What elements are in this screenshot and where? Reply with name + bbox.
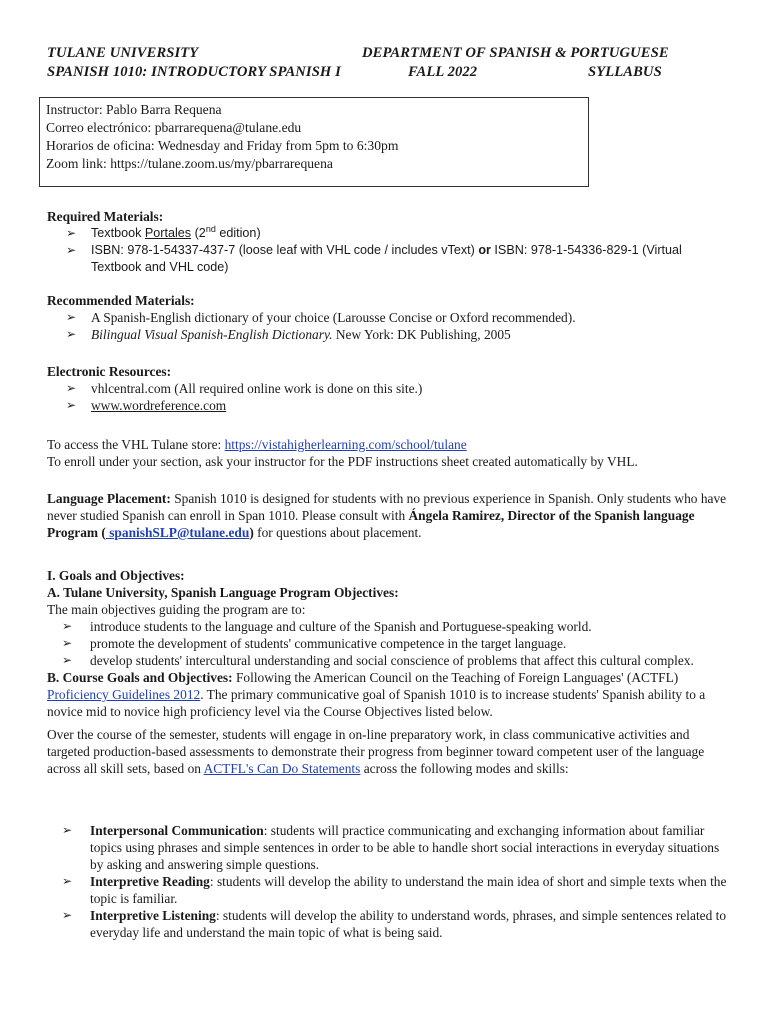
wordreference-link[interactable]: www.wordreference.com — [91, 398, 227, 413]
can-do-statements-link[interactable]: ACTFL's Can Do Statements — [203, 761, 361, 776]
list-item: ➢ vhlcentral.com (All required online work is done on this site.) — [66, 381, 423, 396]
arrow-bullet-icon: ➢ — [62, 636, 73, 650]
language-placement-section: Language Placement: Spanish 1010 is designed for students with no previous experience in Spanish. Only students who have never studied Spanish can enroll in Span 1010. Please consult with Ángela Ramirez, Director of the Spanish language Program ( spanishSLP@tulane.edu) for questions about placement. — [47, 491, 727, 540]
arrow-bullet-icon: ➢ — [66, 226, 77, 240]
required-materials-section — [47, 208, 728, 276]
office-hours: Horarios de oficina: Wednesday and Friday from 5pm to 6:30pm — [46, 138, 399, 153]
arrow-bullet-icon: ➢ — [66, 381, 77, 395]
arrow-bullet-icon: ➢ — [66, 310, 77, 324]
program-objectives-heading: A. Tulane University, Spanish Language Program Objectives: — [47, 585, 399, 600]
list-item — [47, 397, 728, 414]
required-materials-heading: Required Materials: — [47, 209, 164, 224]
goals-section: I. Goals and Objectives: A. Tulane University, Spanish Language Program Objectives: The main objectives guiding the program are to: ➢ introduce students to the language and culture of the Spanish and Portuguese-speaking world. ➢ promote the development of students' communicative competence in the target language. ➢ develop students' intercultural understanding and social conscience of problems that affect this cultural complex. B. Course Goals and Objectives: Following the American Council on the Teaching of Foreign Languages' (ACTFL) Proficiency Guidelines 2012. The primary communicative goal of Spanish 1010 is to increase students' Spanish ability to a novice mid to novice high proficiency level via the Course Objectives listed below. Over the course of the semester, students will engage in on-line preparatory work, in class communicative activities and targeted production-based assessments to demonstrate their progress from beginner toward competent user of the language across all skill sets, based on ACTFL's Can Do Statements across the following modes and skills: — [47, 567, 728, 777]
recommended-materials-section — [47, 292, 728, 343]
arrow-bullet-icon: ➢ — [66, 243, 77, 257]
university-name: TULANE UNIVERSITY — [47, 45, 199, 61]
list-item: ➢ Bilingual Visual Spanish-English Dictionary. New York: DK Publishing, 2005 — [66, 327, 511, 342]
arrow-bullet-icon: ➢ — [62, 653, 73, 667]
electronic-resources-heading: Electronic Resources: — [47, 364, 172, 379]
spanish-slp-email-link[interactable]: spanishSLP@tulane.edu — [105, 525, 250, 540]
arrow-bullet-icon: ➢ — [62, 823, 73, 837]
course-goals-label: B. Course Goals and Objectives: — [47, 670, 233, 685]
course-title: SPANISH 1010: INTRODUCTORY SPANISH I — [47, 64, 341, 80]
list-item: ➢ Interpretive Listening: students will develop the ability to understand words, phrases, and simple sentences related to everyday life and understand the main topic of what is being said. — [62, 908, 727, 940]
placement-label: Language Placement: — [47, 491, 171, 506]
instructor-info-box — [39, 97, 589, 187]
arrow-bullet-icon: ➢ — [66, 327, 77, 341]
document-type: SYLLABUS — [588, 64, 662, 80]
instructor-name: Instructor: Pablo Barra Requena — [46, 102, 222, 117]
term: FALL 2022 — [408, 64, 478, 80]
recommended-materials-heading: Recommended Materials: — [47, 293, 195, 308]
arrow-bullet-icon: ➢ — [62, 619, 73, 633]
list-item: ➢ A Spanish-English dictionary of your choice (Larousse Concise or Oxford recommended). — [66, 310, 576, 325]
instructor-email: Correo electrónico: pbarrarequena@tulane.edu — [46, 120, 302, 135]
vhl-section: To access the VHL Tulane store: https://vistahigherlearning.com/school/tulane To enroll under your section, ask your instructor for the PDF instructions sheet created automatically by VHL. — [47, 436, 728, 470]
department-name: DEPARTMENT OF SPANISH & PORTUGUESE — [362, 45, 669, 61]
arrow-bullet-icon: ➢ — [62, 874, 73, 888]
list-item: ➢ Textbook Portales (2nd edition) — [66, 223, 261, 240]
vhl-enroll-text: To enroll under your section, ask your instructor for the PDF instructions sheet created automatically by VHL. — [47, 454, 638, 469]
list-item: ➢ ISBN: 978-1-54337-437-7 (loose leaf with VHL code / includes vText) or ISBN: 978-1-54336-829-1 (Virtual Textbook and VHL code) — [66, 243, 682, 274]
skills-section — [47, 822, 728, 941]
goals-heading: I. Goals and Objectives: — [47, 568, 185, 583]
proficiency-guidelines-link[interactable]: Proficiency Guidelines 2012 — [47, 687, 201, 702]
vhl-store-link[interactable]: https://vistahigherlearning.com/school/tulane — [224, 437, 467, 452]
list-item: ➢ develop students' intercultural understanding and social conscience of problems that affect this cultural complex. — [62, 653, 694, 668]
arrow-bullet-icon: ➢ — [62, 908, 73, 922]
list-item: ➢ Interpersonal Communication: students will practice communicating and exchanging information about familiar topics using phrases and simple sentences in order to be able to handle short social interactions in everyday situations by asking and answering simple questions. — [62, 823, 720, 872]
objectives-intro: The main objectives guiding the program are to: — [47, 602, 306, 617]
list-item: ➢ promote the development of students' communicative competence in the target language. — [62, 636, 567, 651]
arrow-bullet-icon: ➢ — [66, 398, 77, 412]
list-item: ➢ Interpretive Reading: students will develop the ability to understand the main idea of short and simple texts when the topic is familiar. — [62, 874, 727, 906]
list-item: ➢ introduce students to the language and culture of the Spanish and Portuguese-speaking world. — [62, 619, 592, 634]
electronic-resources-section — [47, 363, 728, 414]
zoom-link: Zoom link: https://tulane.zoom.us/my/pbarrarequena — [46, 156, 333, 171]
